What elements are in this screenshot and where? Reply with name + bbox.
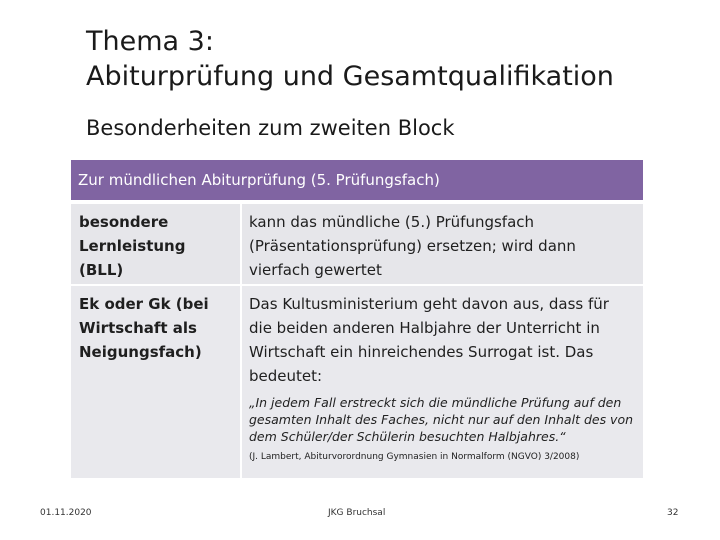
table-cell-description bbox=[242, 286, 643, 478]
footer-center-text: JKG Bruchsal bbox=[328, 508, 386, 518]
quote-text: „In jedem Fall erstreckt sich die mündliche Prüfung auf den gesamten Inhalt des Faches, nicht nur auf den Inhalt des von dem Schüler/der Schülerin besuchten Halbjahres.“ bbox=[249, 395, 634, 444]
table-cell-description: kann das mündliche (5.) Prüfungsfach (Präsentationsprüfung) ersetzen; wird dann vierfach gewertet bbox=[249, 213, 576, 279]
table-header: Zur mündlichen Abiturprüfung (5. Prüfungsfach) bbox=[71, 160, 643, 200]
slide-title bbox=[86, 24, 614, 94]
table-row bbox=[71, 284, 643, 478]
slide-title-line1: Thema 3: bbox=[86, 26, 214, 57]
table-row bbox=[71, 202, 643, 284]
page-number: 32 bbox=[667, 508, 679, 518]
table-cell-term: Ek oder Gk (bei Wirtschaft als Neigungsfach) bbox=[71, 286, 242, 478]
slide-title-line2: Abiturprüfung und Gesamtqualifikation bbox=[86, 61, 614, 92]
footer-date: 01.11.2020 bbox=[40, 508, 92, 518]
description-text: Das Kultusministerium geht davon aus, dass für die beiden anderen Halbjahre der Unterricht in Wirtschaft ein hinreichendes Surrogat ist. Das bedeutet: bbox=[249, 295, 609, 385]
source-citation: (J. Lambert, Abiturvorordnung Gymnasien in Normalform (NGVO) 3/2008) bbox=[249, 452, 580, 462]
table-cell-term: besondere Lernleistung (BLL) bbox=[71, 204, 242, 284]
info-table bbox=[71, 160, 643, 478]
slide-subtitle: Besonderheiten zum zweiten Block bbox=[86, 116, 455, 140]
